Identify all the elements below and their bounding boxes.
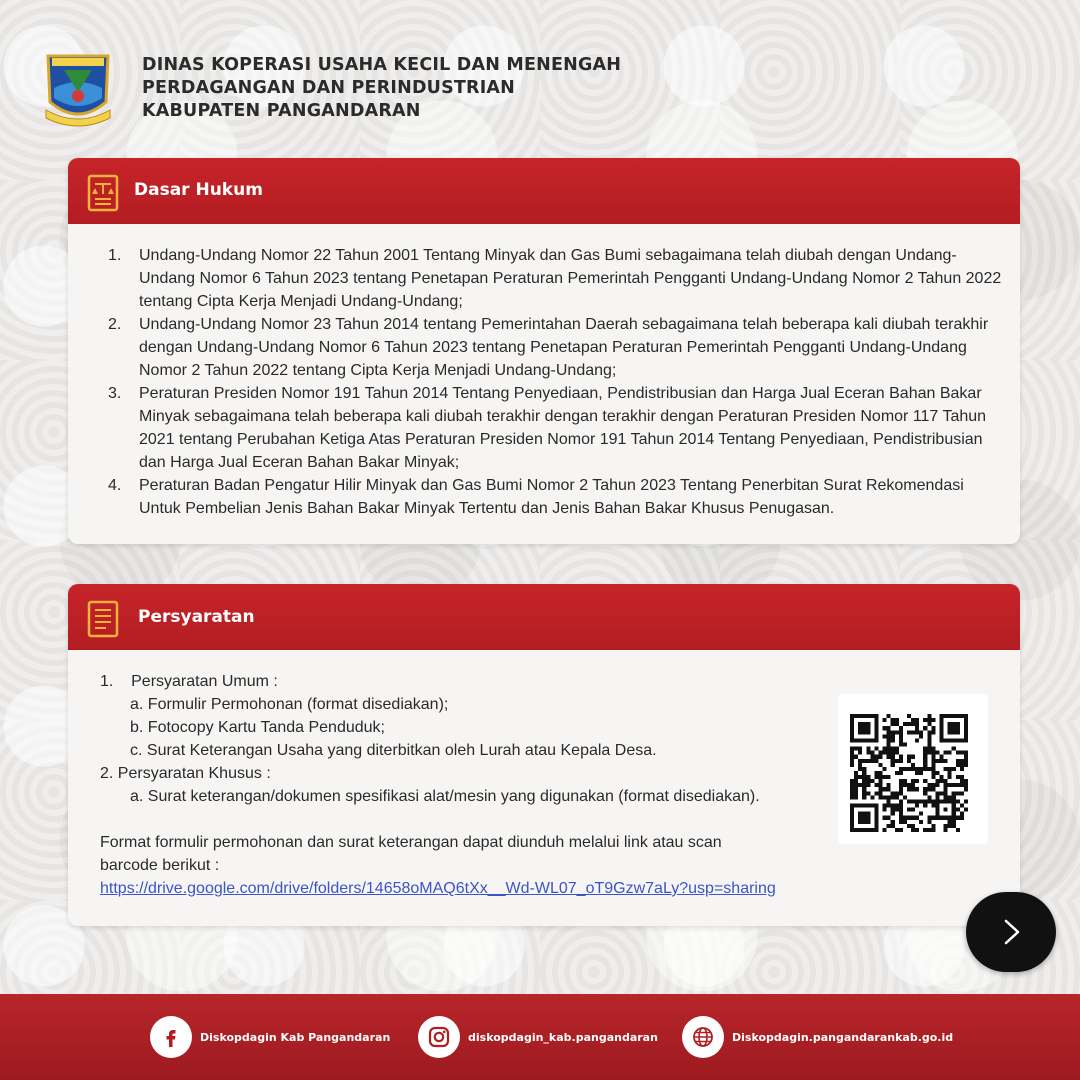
list-number: 2.: [108, 316, 122, 333]
dasar-hukum-list: [108, 244, 1008, 520]
website-link[interactable]: [682, 1016, 953, 1058]
facebook-text: Diskopdagin Kab Pangandaran: [200, 1030, 391, 1044]
qr-code: [838, 694, 988, 844]
list-number: 4.: [108, 477, 122, 494]
organization-name: [142, 54, 621, 123]
umum-label: Persyaratan Umum :: [131, 673, 278, 690]
drive-link[interactable]: https://drive.google.com/drive/folders/14658oMAQ6tXx__Wd-WL07_oT9Gzw7aLy?usp=sharing: [100, 880, 776, 897]
kabupaten-logo: [44, 48, 112, 128]
legal-document-icon: [86, 174, 120, 212]
org-line-2: PERDAGANGAN DAN PERINDUSTRIAN: [142, 78, 516, 98]
list-number: 3.: [108, 385, 122, 402]
instagram-text: diskopdagin_kab.pangandaran: [468, 1030, 658, 1044]
dasar-hukum-card: [68, 158, 1020, 544]
spacer: [100, 808, 840, 831]
list-item: [108, 313, 1008, 382]
globe-icon: [682, 1016, 724, 1058]
next-button[interactable]: [966, 892, 1056, 972]
umum-heading: [100, 670, 840, 693]
persyaratan-title: Persyaratan: [138, 607, 255, 627]
instagram-link[interactable]: [418, 1016, 658, 1058]
org-line-1: DINAS KOPERASI USAHA KECIL DAN MENENGAH: [142, 55, 622, 75]
umum-number: 1.: [100, 673, 114, 690]
persyaratan-card: [68, 584, 1020, 926]
umum-item-c: c. Surat Keterangan Usaha yang diterbitkan oleh Lurah atau Kepala Desa.: [130, 742, 657, 759]
document-list-icon: [86, 600, 120, 638]
info-text-line-2: barcode berikut :: [100, 857, 220, 874]
list-item: [108, 382, 1008, 474]
list-item: [108, 474, 1008, 520]
instagram-icon: [418, 1016, 460, 1058]
persyaratan-header: [68, 584, 1020, 650]
chevron-right-icon: [996, 917, 1026, 947]
persyaratan-content: [100, 670, 840, 900]
header: [44, 48, 744, 128]
footer: [0, 994, 1080, 1080]
website-text: Diskopdagin.pangandarankab.go.id: [732, 1030, 954, 1044]
list-text: Undang-Undang Nomor 23 Tahun 2014 tentang Pemerintahan Daerah sebagaimana telah beberapa kali diubah terakhir dengan Undang-Undang Nomor 6 Tahun 2023 tentang Penetapan Peraturan Pemerintah Pengganti Undang-Undang Nomor 2 Tahun 2022 tentang Cipta Kerja Menjadi Undang-Undang;: [139, 316, 989, 379]
umum-item-a: a. Formulir Permohonan (format disediakan);: [130, 696, 449, 713]
list-text: Peraturan Presiden Nomor 191 Tahun 2014 Tentang Penyediaan, Pendistribusian dan Harga Jual Eceran Bahan Bakar Minyak sebagaimana telah beberapa kali diubah terakhir dengan terakhir dengan Peraturan Presiden Nomor 117 Tahun 2021 tentang Perubahan Ketiga Atas Peraturan Presiden Nomor 191 Tahun 2014 Tentang Penyediaan, Pendistribusian dan Harga Jual Eceran Bahan Bakar Minyak;: [139, 385, 987, 471]
khusus-item-a: a. Surat keterangan/dokumen spesifikasi alat/mesin yang digunakan (format disediakan).: [130, 788, 760, 805]
list-item: [108, 244, 1008, 313]
list-number: 1.: [108, 247, 122, 264]
list-text: Undang-Undang Nomor 22 Tahun 2001 Tentang Minyak dan Gas Bumi sebagaimana telah diubah dengan Undang-Undang Nomor 6 Tahun 2023 tentang Penetapan Peraturan Pemerintah Pengganti Undang-Undang Nomor 2 Tahun 2022 tentang Cipta Kerja Menjadi Undang-Undang;: [139, 247, 1002, 310]
org-line-3: KABUPATEN PANGANDARAN: [142, 101, 421, 121]
khusus-heading: 2. Persyaratan Khusus :: [100, 765, 271, 782]
dasar-hukum-header: [68, 158, 1020, 224]
facebook-link[interactable]: [150, 1016, 390, 1058]
facebook-icon: [150, 1016, 192, 1058]
umum-item-b: b. Fotocopy Kartu Tanda Penduduk;: [130, 719, 385, 736]
dasar-hukum-title: Dasar Hukum: [134, 180, 263, 200]
info-text-line-1: Format formulir permohonan dan surat keterangan dapat diunduh melalui link atau scan: [100, 834, 722, 851]
list-text: Peraturan Badan Pengatur Hilir Minyak dan Gas Bumi Nomor 2 Tahun 2023 Tentang Penerbitan Surat Rekomendasi Untuk Pembelian Jenis Bahan Bakar Minyak Tertentu dan Jenis Bahan Bakar Khusus Penugasan.: [139, 477, 964, 517]
